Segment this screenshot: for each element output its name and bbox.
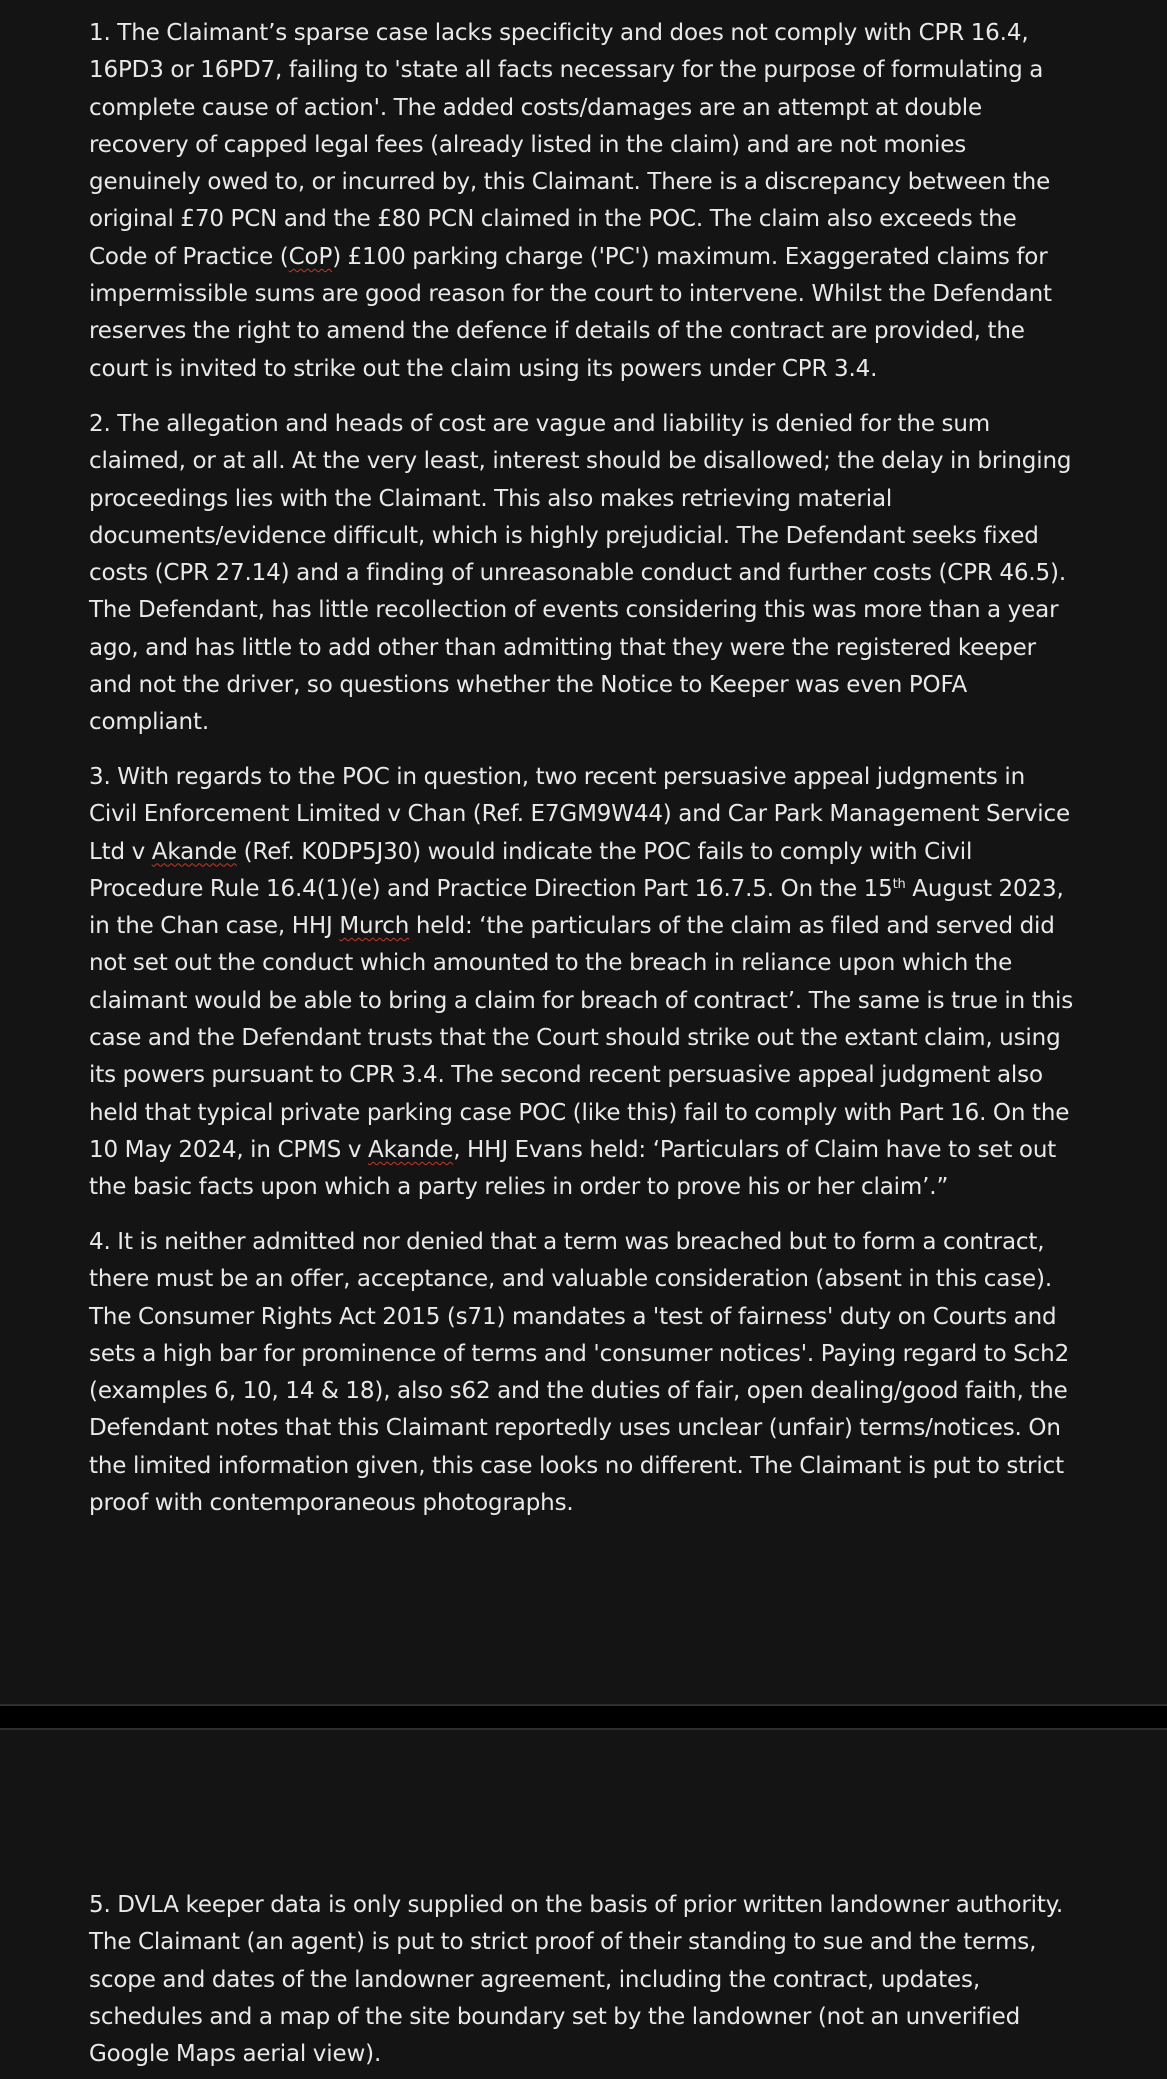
paragraph-5 [89, 1887, 1079, 2073]
paragraph-1-text-a: 1. The Claimant’s sparse case lacks specificity and does not comply with CPR 16.4, 16PD3 or 16PD7, failing to 'state all facts necessary for the purpose of formulating a complete cause of action'. The added costs/damages are an attempt at double recovery of capped legal fees (already listed in the claim) and are not monies genuinely owed to, or incurred by, this Claimant. There is a discrepancy between the original £70 PCN and the £80 PCN claimed in the POC. The claim also exceeds the Code of Practice ( [89, 20, 1051, 270]
spelling-flag-akande-2[interactable]: Akande [368, 1136, 454, 1163]
spelling-flag-murch[interactable]: Murch [339, 913, 410, 940]
spelling-flag-cop[interactable]: CoP [288, 243, 333, 270]
document-page-2 [0, 1730, 1167, 2079]
paragraph-2-text: 2. The allegation and heads of cost are vague and liability is denied for the sum claimed, or at all. At the very least, interest should be disallowed; the delay in bringing proceedings lies with the Claimant. This also makes retrieving material documents/evidence difficult, which is highly prejudicial. The Defendant seeks fixed costs (CPR 27.14) and a finding of unreasonable conduct and further costs (CPR 46.5). The Defendant, has little recollection of events considering this was more than a year ago, and has little to add other than admitting that they were the registered keeper and not the driver, so questions whether the Notice to Keeper was even POFA compliant. [89, 411, 1072, 736]
paragraph-3-text-b: (Ref. K0DP5J30) would indicate the POC fails to comply with Civil Procedure Rule 16.4(1)(e) and Practice Direction Part 16.7.5. On the 15 [89, 838, 973, 902]
paragraph-1 [89, 15, 1079, 388]
paragraph-3-text-e: , HHJ Evans held: ‘Particulars of Claim have to set out the basic facts upon which a party relies in order to prove his or her claim’.” [89, 1136, 1057, 1201]
paragraph-2 [89, 406, 1079, 742]
paragraph-4 [89, 1224, 1079, 1522]
ordinal-superscript: th [892, 876, 906, 892]
paragraph-3 [89, 759, 1079, 1207]
paragraph-3-text-c: August 2023, in the Chan case, HHJ [89, 875, 1064, 940]
paragraph-3-text-a: 3. With regards to the POC in question, two recent persuasive appeal judgments in Civil Enforcement Limited v Chan (Ref. E7GM9W44) and Car Park Management Service Ltd v [89, 764, 1070, 865]
paragraph-3-text-d: held: ‘the particulars of the claim as filed and served did not set out the conduct which amounted to the breach in reliance upon which the claimant would be able to bring a claim for breach of contract’. The same is true in this case and the Defendant trusts that the Court should strike out the extant claim, using its powers pursuant to CPR 3.4. The second recent persuasive appeal judgment also held that typical private parking case POC (like this) fail to comply with Part 16. On the 10 May 2024, in CPMS v [89, 913, 1074, 1163]
paragraph-5-text: 5. DVLA keeper data is only supplied on the basis of prior written landowner authority. The Claimant (an agent) is put to strict proof of their standing to sue and the terms, scope and dates of the landowner agreement, including the contract, updates, schedules and a map of the site boundary set by the landowner (not an unverified Google Maps aerial view). [89, 1892, 1064, 2068]
paragraph-4-text: 4. It is neither admitted nor denied that a term was breached but to form a contract, there must be an offer, acceptance, and valuable consideration (absent in this case). The Consumer Rights Act 2015 (s71) mandates a 'test of fairness' duty on Courts and sets a high bar for prominence of terms and 'consumer notices'. Paying regard to Sch2 (examples 6, 10, 14 & 18), also s62 and the duties of fair, open dealing/good faith, the Defendant notes that this Claimant reportedly uses unclear (unfair) terms/notices. On the limited information given, this case looks no different. The Claimant is put to strict proof with contemporaneous photographs. [89, 1229, 1070, 1517]
paragraph-1-text-b: ) £100 parking charge ('PC') maximum. Exaggerated claims for impermissible sums are good reason for the court to intervene. Whilst the Defendant reserves the right to amend the defence if details of the contract are provided, the court is invited to strike out the claim using its powers under CPR 3.4. [89, 243, 1052, 382]
spelling-flag-akande[interactable]: Akande [151, 838, 237, 865]
page-separator [0, 1704, 1167, 1730]
